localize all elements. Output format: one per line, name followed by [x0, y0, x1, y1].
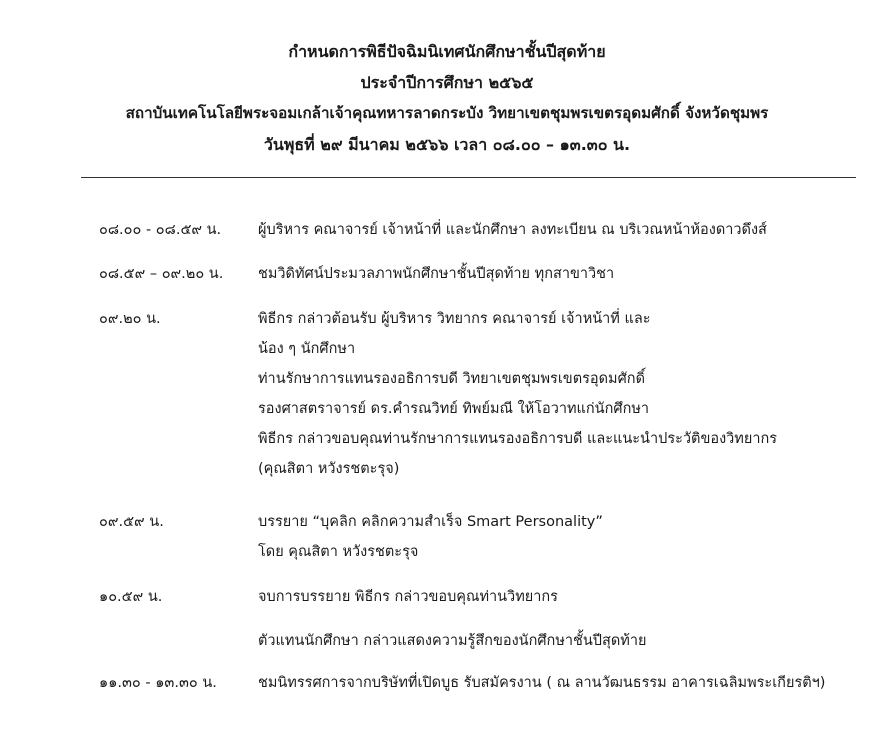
header-title: กำหนดการพิธีปัจฉิมนิเทศนักศึกษาชั้นปีสุดท้าย — [288, 42, 606, 61]
schedule-line: โดย คุณสิตา หวังรชตะรุจ — [258, 544, 419, 560]
header-date-time: วันพุธที่ ๒๙ มีนาคม ๒๕๖๖ เวลา ๐๘.๐๐ – ๑๓.๓๐ น. — [263, 135, 631, 154]
schedule-time: ๑๐.๕๙ น. — [99, 589, 163, 605]
schedule-description — [258, 304, 868, 484]
header-divider — [81, 177, 856, 178]
schedule-description — [258, 626, 868, 656]
schedule-time: ๑๑.๓๐ - ๑๓.๓๐ น. — [99, 675, 217, 691]
schedule-line: ชมวิดิทัศน์ประมวลภาพนักศึกษาชั้นปีสุดท้าย ทุกสาขาวิชา — [258, 266, 615, 282]
schedule-time: ๐๙.๒๐ น. — [99, 311, 161, 327]
header-institution: สถาบันเทคโนโลยีพระจอมเกล้าเจ้าคุณทหารลาดกระบัง วิทยาเขตชุมพรเขตรอุดมศักดิ์ จังหวัดชุมพร — [125, 104, 769, 122]
schedule-time: ๐๘.๕๙ – ๐๙.๒๐ น. — [99, 266, 224, 282]
schedule-description — [258, 507, 868, 567]
schedule-time: ๐๙.๕๙ น. — [99, 514, 164, 530]
header-academic-year: ประจำปีการศึกษา ๒๕๖๕ — [360, 73, 534, 92]
schedule-line: ชมนิทรรศการจากบริษัทที่เปิดบูธ รับสมัครงาน ( ณ ลานวัฒนธรรม อาคารเฉลิมพระเกียรติฯ) — [258, 675, 826, 691]
schedule-line: ตัวแทนนักศึกษา กล่าวแสดงความรู้สึกของนักศึกษาชั้นปีสุดท้าย — [258, 633, 647, 649]
schedule-line: ท่านรักษาการแทนรองอธิการบดี วิทยาเขตชุมพรเขตรอุดมศักดิ์ — [258, 371, 646, 387]
schedule-description — [258, 668, 868, 698]
schedule-description — [258, 582, 868, 612]
schedule-line: รองศาสตราจารย์ ดร.คำรณวิทย์ ทิพย์มณี ให้โอวาทแก่นักศึกษา — [258, 401, 650, 417]
document-header — [0, 36, 894, 160]
schedule-description — [258, 215, 868, 245]
schedule-line: พิธีกร กล่าวขอบคุณท่านรักษาการแทนรองอธิการบดี และแนะนำประวัติของวิทยากร — [258, 431, 778, 447]
schedule-description — [258, 259, 868, 289]
schedule-line: ผู้บริหาร คณาจารย์ เจ้าหน้าที่ และนักศึกษา ลงทะเบียน ณ บริเวณหน้าห้องดาวดึงส์ — [258, 222, 767, 238]
schedule-line: จบการบรรยาย พิธีกร กล่าวขอบคุณท่านวิทยากร — [258, 589, 558, 605]
schedule-line: บรรยาย “บุคลิก คลิกความสำเร็จ Smart Personality” — [258, 514, 603, 530]
schedule-line: พิธีกร กล่าวต้อนรับ ผู้บริหาร วิทยากร คณาจารย์ เจ้าหน้าที่ และ — [258, 311, 651, 327]
schedule-line: น้อง ๆ นักศึกษา — [258, 341, 356, 357]
schedule-line: (คุณสิตา หวังรชตะรุจ) — [258, 461, 400, 477]
schedule-time: ๐๘.๐๐ - ๐๘.๕๙ น. — [99, 222, 222, 238]
